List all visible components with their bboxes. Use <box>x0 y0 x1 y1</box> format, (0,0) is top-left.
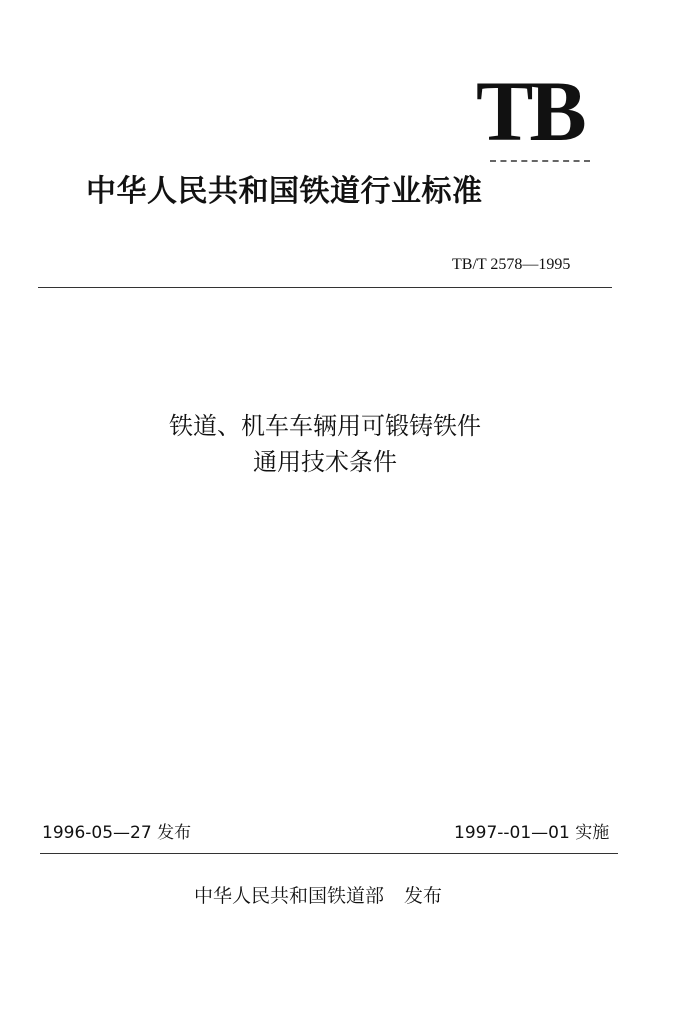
header-divider <box>38 287 612 288</box>
footer-divider <box>40 853 618 854</box>
logo-divider <box>490 160 590 162</box>
issuer-name: 中华人民共和国铁道部 <box>194 885 385 907</box>
issuer-action: 发布 <box>404 885 443 907</box>
document-title-line-1: 铁道、机车车辆用可锻铸铁件 <box>169 412 481 440</box>
document-title <box>0 408 650 480</box>
organization-title: 中华人民共和国铁道行业标准 <box>86 174 483 209</box>
issuer <box>194 883 442 909</box>
tb-logo: TB <box>476 63 583 159</box>
document-title-line-2: 通用技术条件 <box>253 448 397 476</box>
effective-date: 1997--01—01 实施 <box>454 823 610 843</box>
standard-code: TB/T 2578—1995 <box>452 256 571 273</box>
publish-date: 1996-05—27 发布 <box>42 823 192 843</box>
